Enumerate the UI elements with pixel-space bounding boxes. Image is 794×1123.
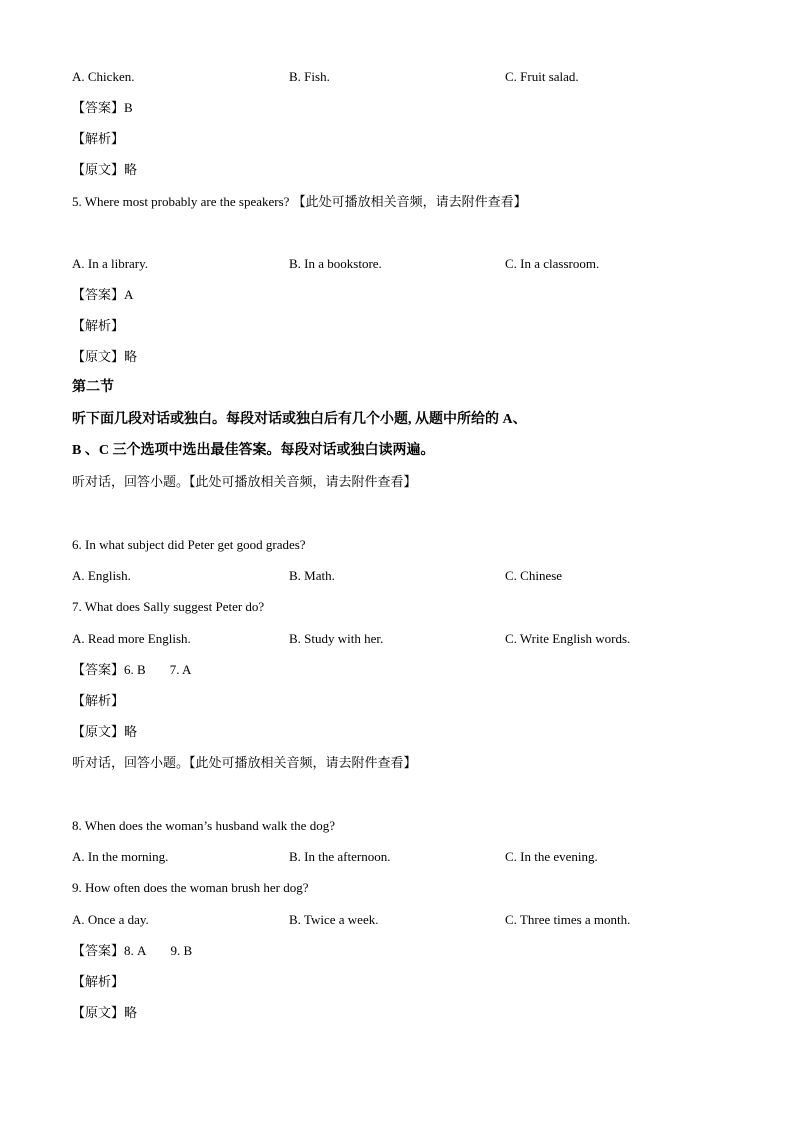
q67-original [72, 724, 137, 740]
listen-prompt-2: 听对话，回答小题。【此处可播放相关音频，请去附件查看】 [72, 755, 417, 770]
original-label: 【 原文 】 [72, 724, 124, 739]
q8-option-a: A. In the morning. [72, 849, 169, 864]
listen-prompt-1: 听对话，回答小题。【此处可播放相关音频，请去附件查看】 [72, 474, 417, 489]
q9-option-c: C. Three times a month. [505, 912, 631, 927]
original-text: 略 [124, 1005, 138, 1020]
q7-option-c: C. Write English words. [505, 631, 631, 646]
q4-option-a: A. Chicken. [72, 69, 135, 84]
q8-option-c: C. In the evening. [505, 849, 598, 864]
original-text: 略 [124, 724, 138, 739]
answer-label: 【 答案 】 [72, 662, 124, 677]
analysis-label: 【 解析 】 [72, 131, 124, 146]
q6-option-a: A. English. [72, 568, 131, 583]
answer-value: A [124, 287, 134, 302]
q8-option-b: B. In the afternoon. [289, 849, 391, 864]
q5-option-b: B. In a bookstore. [289, 256, 382, 271]
q4-analysis [72, 131, 124, 147]
q5-option-c: C. In a classroom. [505, 256, 600, 271]
q4-original [72, 162, 137, 178]
section-instructions-2: B 、C 三个选项中选出最佳答案。每段对话或独白读两遍。 [72, 443, 435, 458]
section-instructions-1: 听下面几段对话或独白。每段对话或独白后有几个小题, 从题中所给的 A、 [72, 412, 527, 427]
q6-option-c: C. Chinese [505, 568, 563, 583]
original-label: 【 原文 】 [72, 349, 124, 364]
q7-option-b: B. Study with her. [289, 631, 384, 646]
q7-option-a: A. Read more English. [72, 631, 191, 646]
q89-analysis [72, 974, 124, 990]
q4-option-b: B. Fish. [289, 69, 330, 84]
q6-option-b: B. Math. [289, 568, 335, 583]
q67-answer [72, 662, 191, 678]
analysis-label: 【 解析 】 [72, 693, 124, 708]
original-label: 【 原文 】 [72, 1005, 124, 1020]
answer-value-8: 8. A [124, 943, 147, 958]
q89-answer [72, 943, 192, 959]
q8-question: 8. When does the woman’s husband walk the dog? [72, 818, 335, 833]
q7-question: 7. What does Sally suggest Peter do? [72, 599, 265, 614]
analysis-label: 【 解析 】 [72, 974, 124, 989]
q67-analysis [72, 693, 124, 709]
q6-question: 6. In what subject did Peter get good grades? [72, 537, 306, 552]
answer-label: 【 答案 】 [72, 287, 124, 302]
original-text: 略 [124, 349, 138, 364]
section-title: 第二节 [72, 380, 114, 395]
q9-question: 9. How often does the woman brush her dog? [72, 880, 309, 895]
q4-option-c: C. Fruit salad. [505, 69, 579, 84]
q9-option-a: A. Once a day. [72, 912, 149, 927]
analysis-label: 【 解析 】 [72, 318, 124, 333]
q89-original [72, 1005, 137, 1021]
q5-original [72, 349, 137, 365]
q9-option-b: B. Twice a week. [289, 912, 379, 927]
original-label: 【 原文 】 [72, 162, 124, 177]
answer-value-9: 9. B [170, 943, 193, 958]
q5-question: 5. Where most probably are the speakers? 【此处可播放相关音频，请去附件查看】 [72, 194, 527, 209]
answer-label: 【 答案 】 [72, 943, 124, 958]
answer-value-7: 7. A [169, 662, 192, 677]
q5-answer [72, 287, 133, 303]
answer-value-6: 6. B [124, 662, 146, 677]
q5-analysis [72, 318, 124, 334]
q4-answer [72, 100, 133, 116]
q5-option-a: A. In a library. [72, 256, 149, 271]
answer-value: B [124, 100, 133, 115]
original-text: 略 [124, 162, 138, 177]
answer-label: 【 答案 】 [72, 100, 124, 115]
